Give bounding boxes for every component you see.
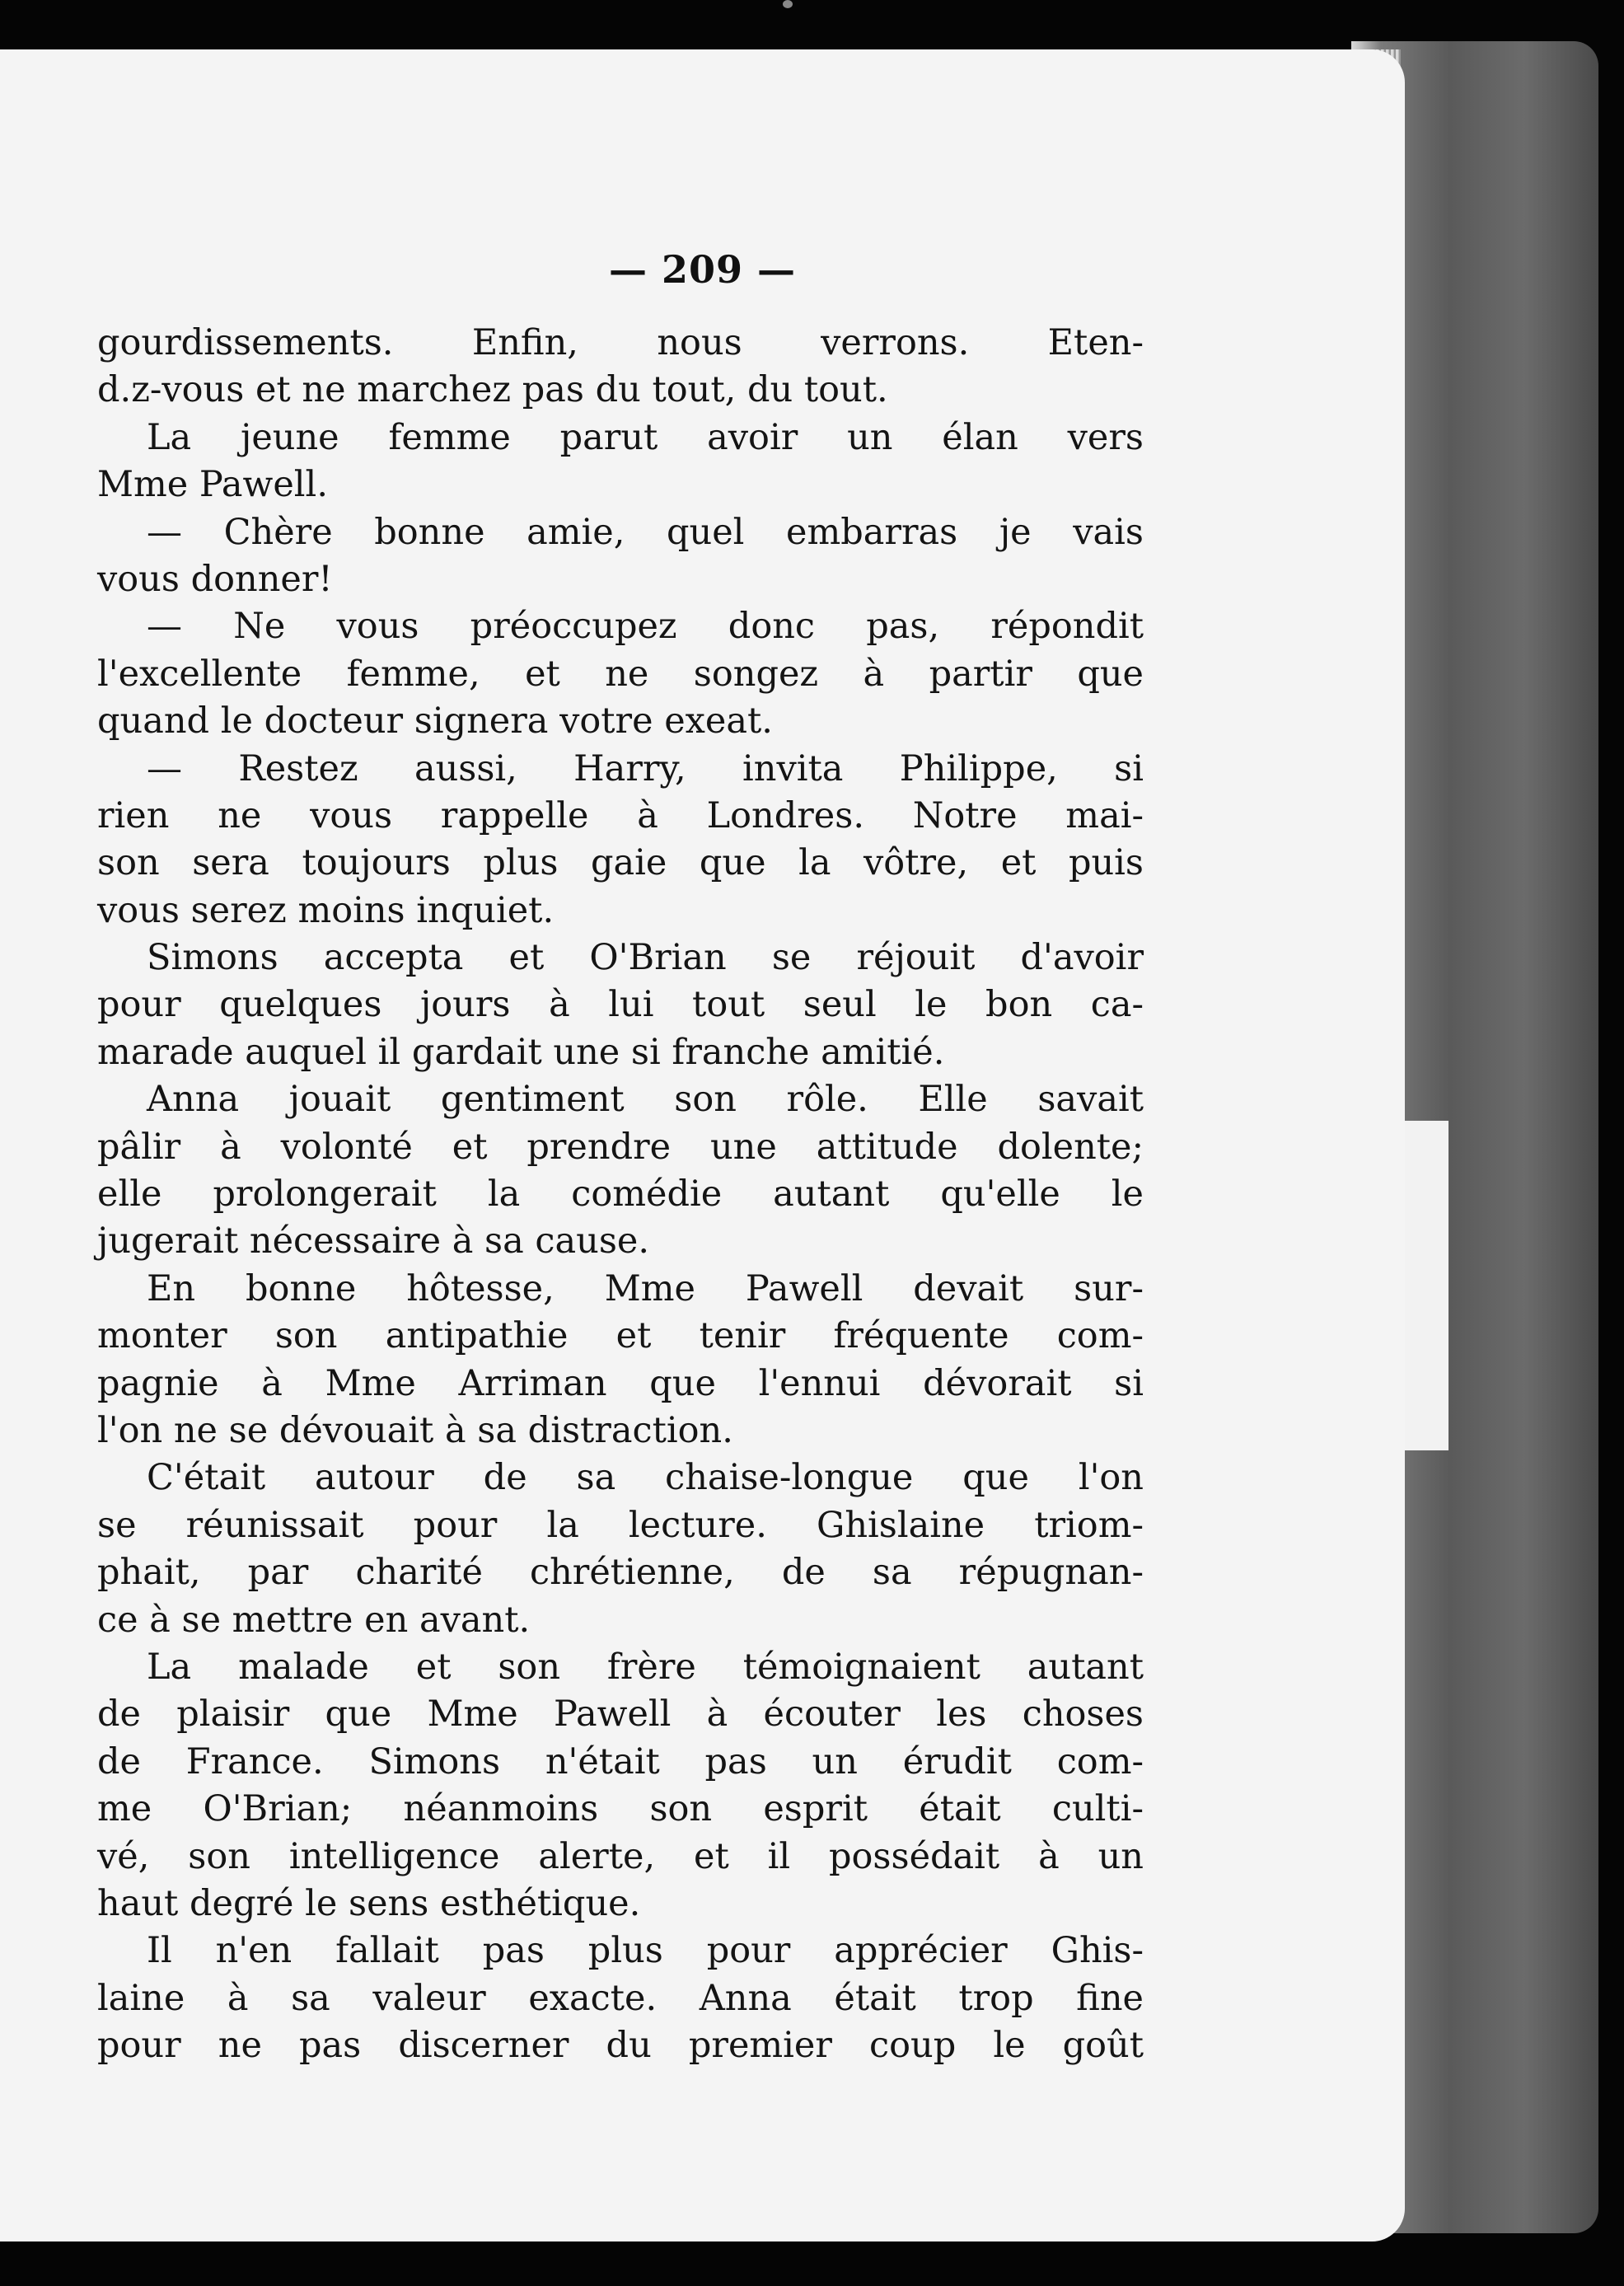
text-line: rien ne vous rappelle à Londres. Notre mai- (97, 794, 1144, 836)
text-line: phait, par charité chrétienne, de sa répugnan- (97, 1552, 1144, 1594)
text-line: monter son antipathie et tenir fréquente com- (97, 1315, 1144, 1357)
book-page (0, 49, 1405, 2241)
text-line: quand le docteur signera votre exeat. (97, 700, 773, 742)
text-line: elle prolongerait la comédie autant qu'elle le (97, 1173, 1144, 1216)
text-line: — Restez aussi, Harry, invita Philippe, si (147, 747, 1144, 789)
text-line: pour quelques jours à lui tout seul le bon ca- (97, 984, 1144, 1026)
page-number: — 209 — (608, 247, 797, 292)
text-line: La jeune femme parut avoir un élan vers (147, 416, 1144, 458)
text-line: marade auquel il gardait une si franche amitié. (97, 1031, 945, 1073)
text-line: me O'Brian; néanmoins son esprit était culti- (97, 1788, 1144, 1830)
scan-speck (783, 0, 793, 8)
text-line: vé, son intelligence alerte, et il possédait à un (97, 1835, 1144, 1877)
bookmark-strip (1401, 1121, 1448, 1450)
text-line: Simons accepta et O'Brian se réjouit d'avoir (147, 937, 1144, 979)
text-line: haut degré le sens esthétique. (97, 1882, 641, 1924)
text-line: En bonne hôtesse, Mme Pawell devait sur- (147, 1267, 1144, 1309)
text-line: — Ne vous préoccupez donc pas, répondit (147, 606, 1144, 648)
text-line: Anna jouait gentiment son rôle. Elle savait (147, 1079, 1144, 1121)
text-line: ce à se mettre en avant. (97, 1599, 531, 1641)
text-line: C'était autour de sa chaise-longue que l'on (147, 1457, 1144, 1499)
text-line: La malade et son frère témoignaient autant (147, 1646, 1144, 1688)
text-line: l'excellente femme, et ne songez à partir que (97, 653, 1144, 695)
text-line: pâlir à volonté et prendre une attitude dolente; (97, 1126, 1144, 1168)
text-line: de France. Simons n'était pas un érudit com- (97, 1740, 1144, 1782)
text-line: Il n'en fallait pas plus pour apprécier Ghis- (147, 1930, 1144, 1972)
text-line: d.z-vous et ne marchez pas du tout, du tout. (97, 369, 888, 411)
text-line: vous serez moins inquiet. (97, 889, 555, 931)
text-line: jugerait nécessaire à sa cause. (97, 1220, 650, 1262)
text-line: laine à sa valeur exacte. Anna était trop fine (97, 1977, 1144, 2019)
text-line: Mme Pawell. (97, 464, 328, 506)
text-line: de plaisir que Mme Pawell à écouter les choses (97, 1693, 1144, 1736)
text-line: — Chère bonne amie, quel embarras je vais (147, 511, 1144, 553)
text-line: pour ne pas discerner du premier coup le goût (97, 2025, 1144, 2067)
text-line: son sera toujours plus gaie que la vôtre, et puis (97, 842, 1144, 884)
body-text (97, 320, 1144, 2069)
text-line: se réunissait pour la lecture. Ghislaine triom- (97, 1504, 1144, 1546)
text-line: l'on ne se dévouait à sa distraction. (97, 1409, 733, 1451)
text-line: vous donner! (97, 558, 333, 600)
text-line: gourdissements. Enfin, nous verrons. Eten- (97, 322, 1144, 363)
text-line: pagnie à Mme Arriman que l'ennui dévorait si (97, 1362, 1144, 1404)
